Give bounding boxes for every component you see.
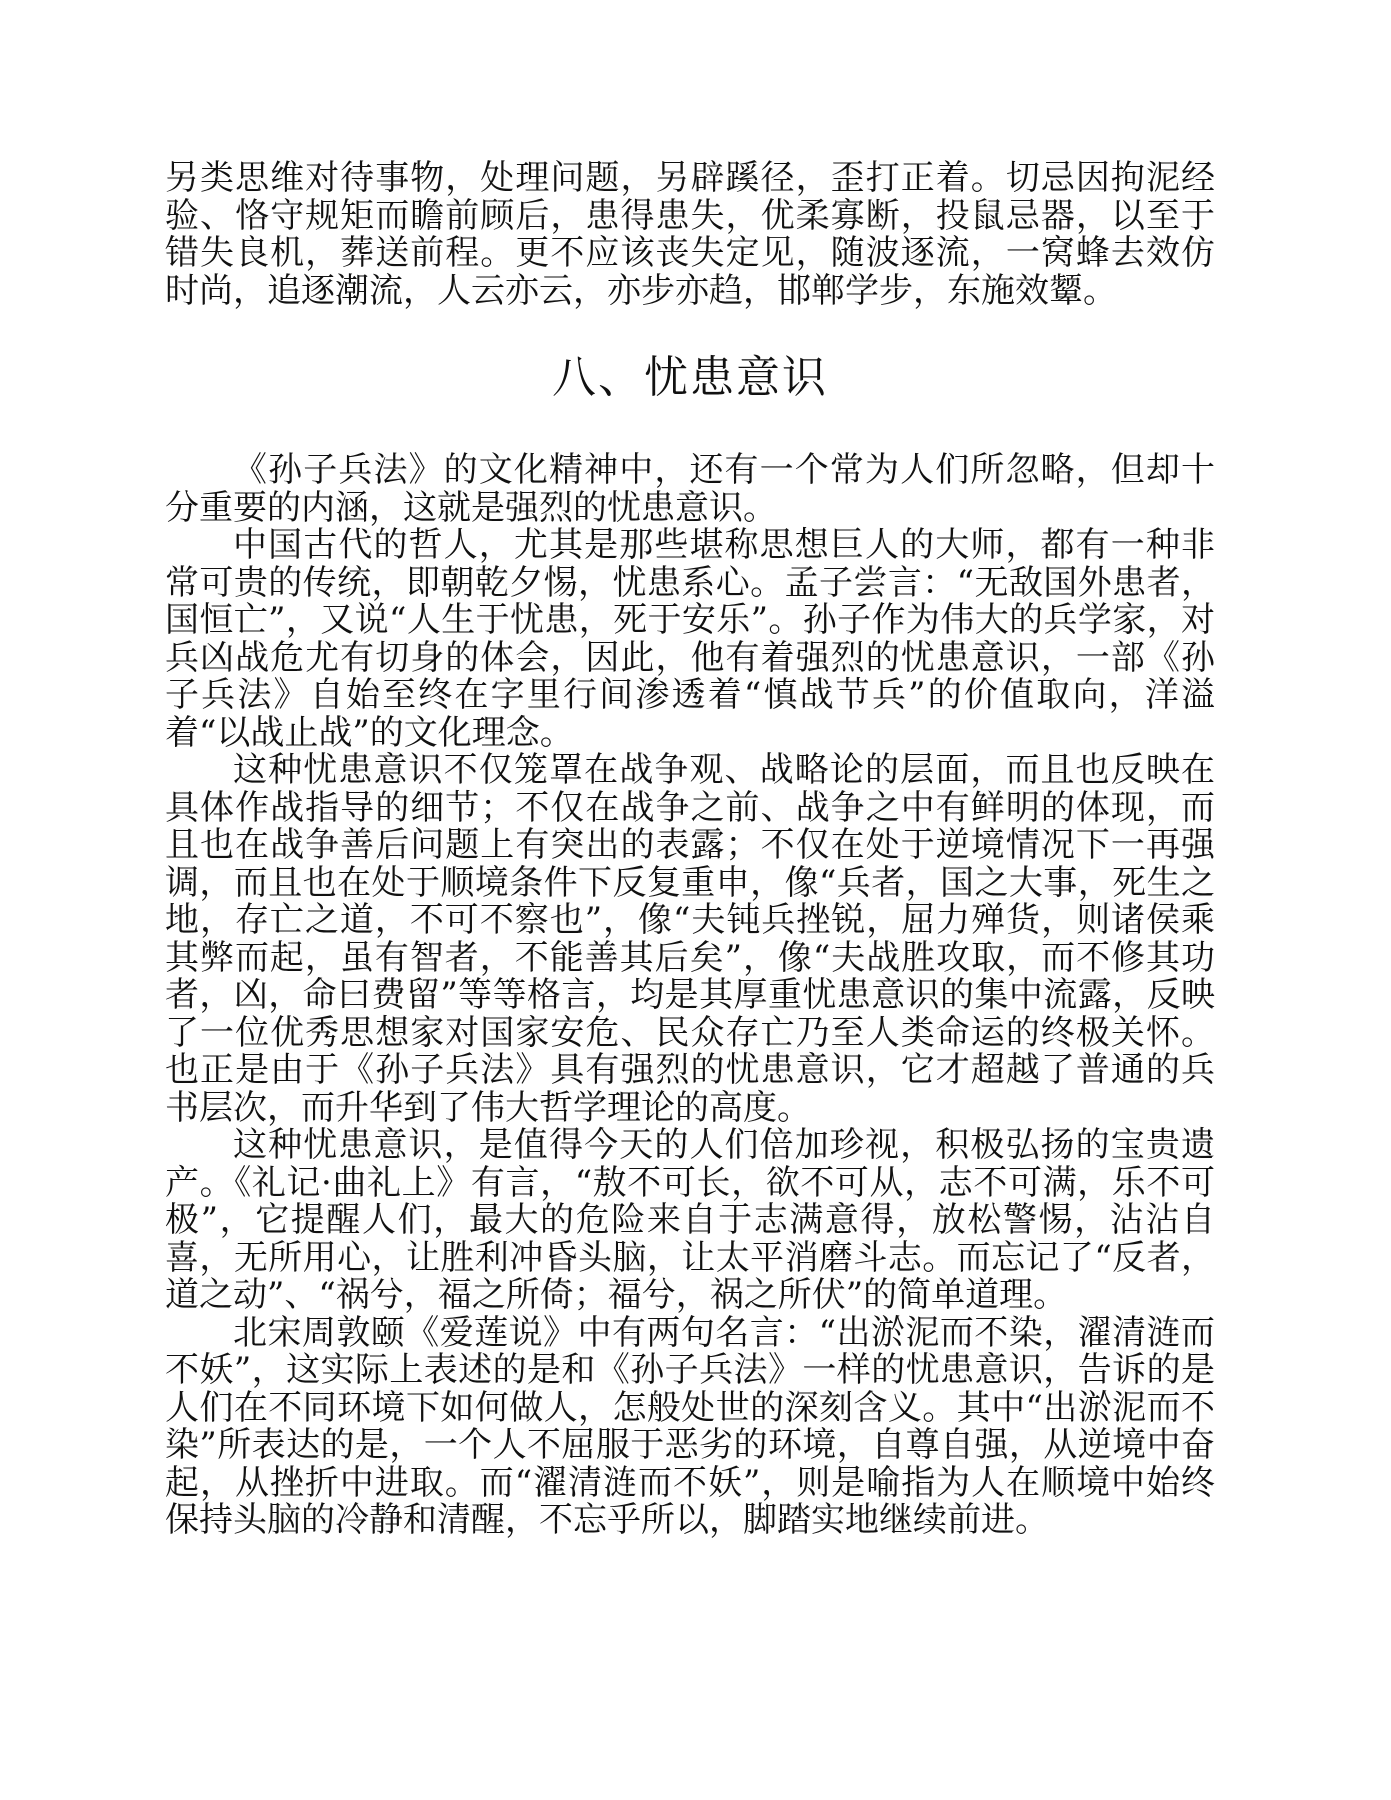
- paragraph-3: 这种忧患意识不仅笼罩在战争观、战略论的层面，而且也反映在具体作战指导的细节；不仅在战争之前、战争之中有鲜明的体现，而且也在战争善后问题上有突出的表露；不仅在处于逆境情况下一再强调，而且也在处于顺境条件下反复重申，像“兵者，国之大事，死生之地，存亡之道，不可不察也”，像“夫钝兵挫锐，屈力殚货，则诸侯乘其弊而起，虽有智者，不能善其后矣”，像“夫战胜攻取，而不修其功者，凶，命曰费留”等等格言，均是其厚重忧患意识的集中流露，反映了一位优秀思想家对国家安危、民众存亡乃至人类命运的终极关怀。也正是由于《孙子兵法》具有强烈的忧患意识，它才超越了普通的兵书层次，而升华到了伟大哲学理论的高度。: [165, 750, 1215, 1128]
- intro-paragraph: 另类思维对待事物，处理问题，另辟蹊径，歪打正着。切忌因拘泥经验、恪守规矩而瞻前顾后，患得患失，优柔寡断，投鼠忌器，以至于错失良机，葬送前程。更不应该丧失定见，随波逐流，一窝蜂去效仿时尚，追逐潮流，人云亦云，亦步亦趋，邯郸学步，东施效颦。: [165, 158, 1215, 311]
- paragraph-4: 这种忧患意识，是值得今天的人们倍加珍视，积极弘扬的宝贵遗产。《礼记·曲礼上》有言，“敖不可长，欲不可从，志不可满，乐不可极”，它提醒人们，最大的危险来自于志满意得，放松警惕，沾沾自喜，无所用心，让胜利冲昏头脑，让太平消磨斗志。而忘记了“反者，道之动”、“祸兮，福之所倚；福兮，祸之所伏”的简单道理。: [165, 1125, 1215, 1315]
- document-page: [165, 160, 1215, 1540]
- paragraph-1: 《孙子兵法》的文化精神中，还有一个常为人们所忽略，但却十分重要的内涵，这就是强烈的忧患意识。: [165, 450, 1215, 528]
- paragraph-2: 中国古代的哲人，尤其是那些堪称思想巨人的大师，都有一种非常可贵的传统，即朝乾夕惕，忧患系心。孟子尝言：“无敌国外患者，国恒亡”，又说“人生于忧患，死于安乐”。孙子作为伟大的兵学家，对兵凶战危尤有切身的体会，因此，他有着强烈的忧患意识，一部《孙子兵法》自始至终在字里行间渗透着“慎战节兵”的价值取向，洋溢着“以战止战”的文化理念。: [165, 525, 1215, 753]
- section-heading: 八、忧患意识: [552, 352, 828, 403]
- paragraph-5: 北宋周敦颐《爱莲说》中有两句名言：“出淤泥而不染，濯清涟而不妖”，这实际上表述的是和《孙子兵法》一样的忧患意识，告诉的是人们在不同环境下如何做人，怎般处世的深刻含义。其中“出淤泥而不染”所表达的是，一个人不屈服于恶劣的环境，自尊自强，从逆境中奋起，从挫折中进取。而“濯清涟而不妖”，则是喻指为人在顺境中始终保持头脑的冷静和清醒，不忘乎所以，脚踏实地继续前进。: [165, 1312, 1215, 1540]
